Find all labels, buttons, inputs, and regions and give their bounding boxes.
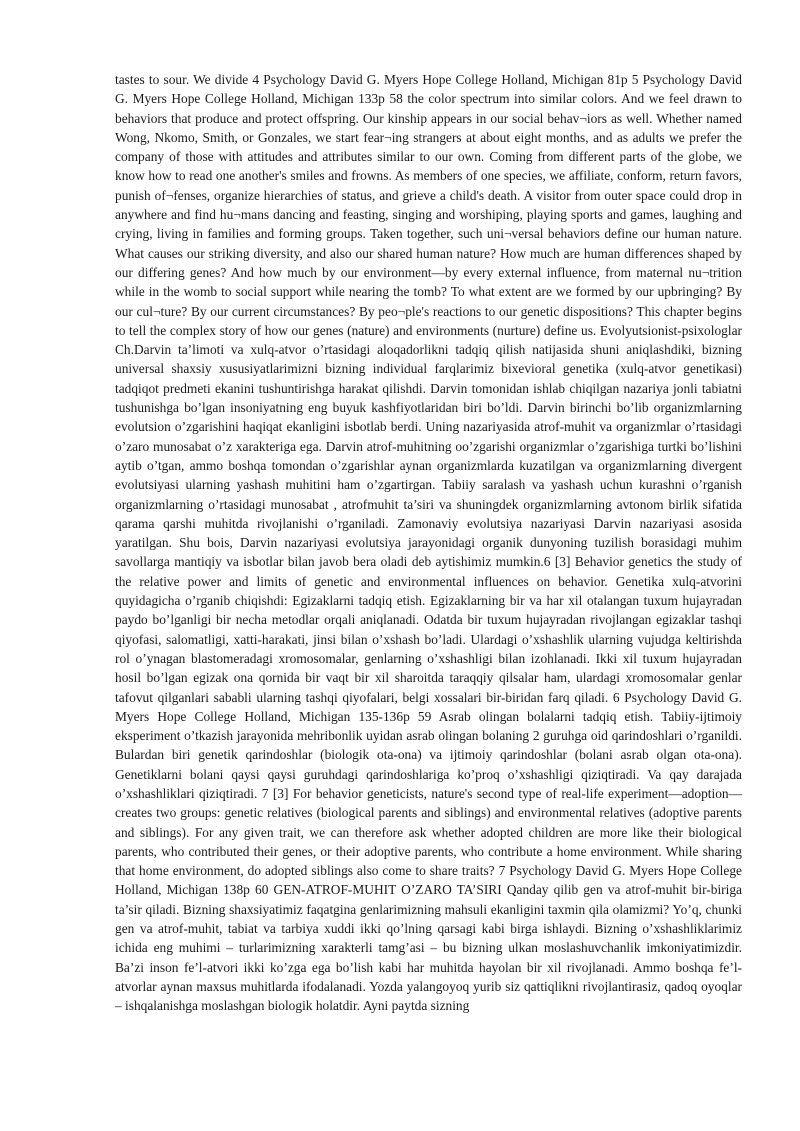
document-page [115, 70, 742, 1016]
body-paragraph: tastes to sour. We divide 4 Psychology David G. Myers Hope College Holland, Michigan 81p 5 Psychology David G. Myers Hope College Holland, Michigan 133p 58 the color spectrum into similar colors. And we feel drawn to behaviors that produce and protect offspring. Our kinship appears in our social behav¬iors as well. Whether named Wong, Nkomo, Smith, or Gonzales, we start fear¬ing strangers at about eight months, and as adults we prefer the company of those with attitudes and attributes similar to our own. Coming from different parts of the globe, we know how to read one another's smiles and frowns. As members of one species, we affiliate, conform, return favors, punish of¬fenses, organize hierarchies of status, and grieve a child's death. A visitor from outer space could drop in anywhere and find hu¬mans dancing and feasting, singing and worshiping, playing sports and games, laughing and crying, living in families and forming groups. Taken together, such uni¬versal behaviors define our human nature. What causes our striking diversity, and also our shared human nature? How much are human differences shaped by our differing genes? And how much by our environment—by every external influence, from maternal nu¬trition while in the womb to social support while nearing the tomb? To what extent are we formed by our upbringing? By our cul¬ture? By our current circumstances? By peo¬ple's reactions to our genetic dispositions? This chapter begins to tell the complex story of how our genes (nature) and environments (nurture) define us. Evolyutsionist-psixologlar Ch.Darvin ta’limoti va xulq-atvor o’rtasidagi aloqadorlikni tadqiq qilish natijasida shuni aniqlashdiki, bizning universal shaxsiy xususiyatlarimizni bizning individual farqlarimiz bixevioral genetika (xulq-atvor genetikasi) tadqiqot predmeti ekanini tushuntirishga harakat qilishdi. Darvin tomonidan ishlab chiqilgan nazariya jonli tabiatni tushunishga bo’lgan insoniyatning eng buyuk kashfiyotlaridan biri bo’ldi. Darvin birinchi bo’lib organizmlarning evolutsion o’zgarishini haqiqat ekanligini isbotlab berdi. Uning nazariyasida atrof-muhit va organizmlar o’rtasidagi o’zaro munosabat o’z xarakteriga ega. Darvin atrof-muhitning oo’zgarishi organizmlar o’zgarishiga turtki bo’lishini aytib o’tgan, ammo boshqa tomondan o’zgarishlar aynan organizmlarda kuzatilgan va organizmlarning divergent evolutsiyasi ularning yashash muhitini ham o’zgartirgan. Tabiiy saralash va yashash uchun kurashni o’rganish organizmlarning o’rtasidagi munosabat , atrofmuhit ta’siri va shuningdek organizmlarning avtonom birlik sifatida qarama qarshi muhitda rivojlanishi o’rganiladi. Zamonaviy evolutsiya nazariyasi Darvin nazariyasi asosida yaratilgan. Shu bois, Darvin nazariyasi evolutsiya jarayonidagi organik dunyoning tuzilish borasidagi muhim savollarga mantiqiy va isbotlar bilan javob bera oladi deb aytishimiz mumkin.6 [3] Behavior genetics the study of the relative power and limits of genetic and environmental influences on behavior. Genetika xulq-atvorini quyidagicha o’rganib chiqishdi: Egizaklarni tadqiq etish. Egizaklarning bir va har xil otalangan tuxum hujayradan paydo bo’lganligi bir necha metodlar orqali aniqlanadi. Odatda bir tuxum hujayradan rivojlangan egizaklar tashqi qiyofasi, salomatligi, xatti-harakati, jinsi bilan o’xshash bo’ladi. Ulardagi o’xshashlik ularning vujudga keltirishda rol o’ynagan blastomeradagi xromosomalar, genlarning o’xshashligi bilan izohlanadi. Ikki xil tuxum hujayradan hosil bo’lgan egizak ona qornida bir vaqt bir xil sharoitda taraqqiy qilsalar ham, ulardagi xromosomalar genlar tafovut qilganlari sababli ularning tashqi qiyofalari, belgi xossalari bir-biridan farq qiladi. 6 Psychology David G. Myers Hope College Holland, Michigan 135-136p 59 Asrab olingan bolalarni tadqiq etish. Tabiiy-ijtimoiy eksperiment o’tkazish jarayonida mehribonlik uyidan asrab olingan bolaning 2 guruhga oid qarindoshlari o’rganildi. Bulardan biri genetik qarindoshlar (biologik ota-ona) va ijtimoiy qarindoshlar (bolani asrab olgan ota-ona). Genetiklarni bolani qaysi qaysi guruhdagi qarindoshlariga ko’proq o’xshashligi qiziqtiradi. Va qay darajada o’xshashliklari qiziqtiradi. 7 [3] For behavior geneticists, nature's second type of real-life experiment—adoption— creates two groups: genetic relatives (biological parents and siblings) and environmental relatives (adoptive parents and siblings). For any given trait, we can therefore ask whether adopted children are more like their biological parents, who contributed their genes, or their adoptive parents, who contribute a home environment. While sharing that home environment, do adopted siblings also come to share traits? 7 Psychology David G. Myers Hope College Holland, Michigan 138p 60 GEN-ATROF-MUHIT O’ZARO TA’SIRI Qanday qilib gen va atrof-muhit bir-biriga ta’sir qiladi. Bizning shaxsiyatimiz faqatgina genlarimizning mahsuli ekanligini taxmin qila olamizmi? Yo’q, chunki gen va atrof-muhit, tabiat va tarbiya xuddi ikki qo’lning qarsagi kabi birga ishlaydi. Bizning o’xshashliklarimiz ichida eng muhimi – turlarimizning xarakterli tamg’asi – bu bizning ulkan moslashuvchanlik imkoniyatimizdir. Ba’zi inson fe’l-atvori ikki ko’zga ega bo’lish kabi har muhitda hayolan bir xil rivojlanadi. Ammo boshqa fe’l-atvorlar aynan maxsus muhitlarda ifodalanadi. Yozda yalangoyoq yurib siz qattiqlikni rivojlantirasiz, qadoq oyoqlar – ishqalanishga moslashgan biologik holatdir. Ayni paytda sizning [115, 72, 742, 1014]
